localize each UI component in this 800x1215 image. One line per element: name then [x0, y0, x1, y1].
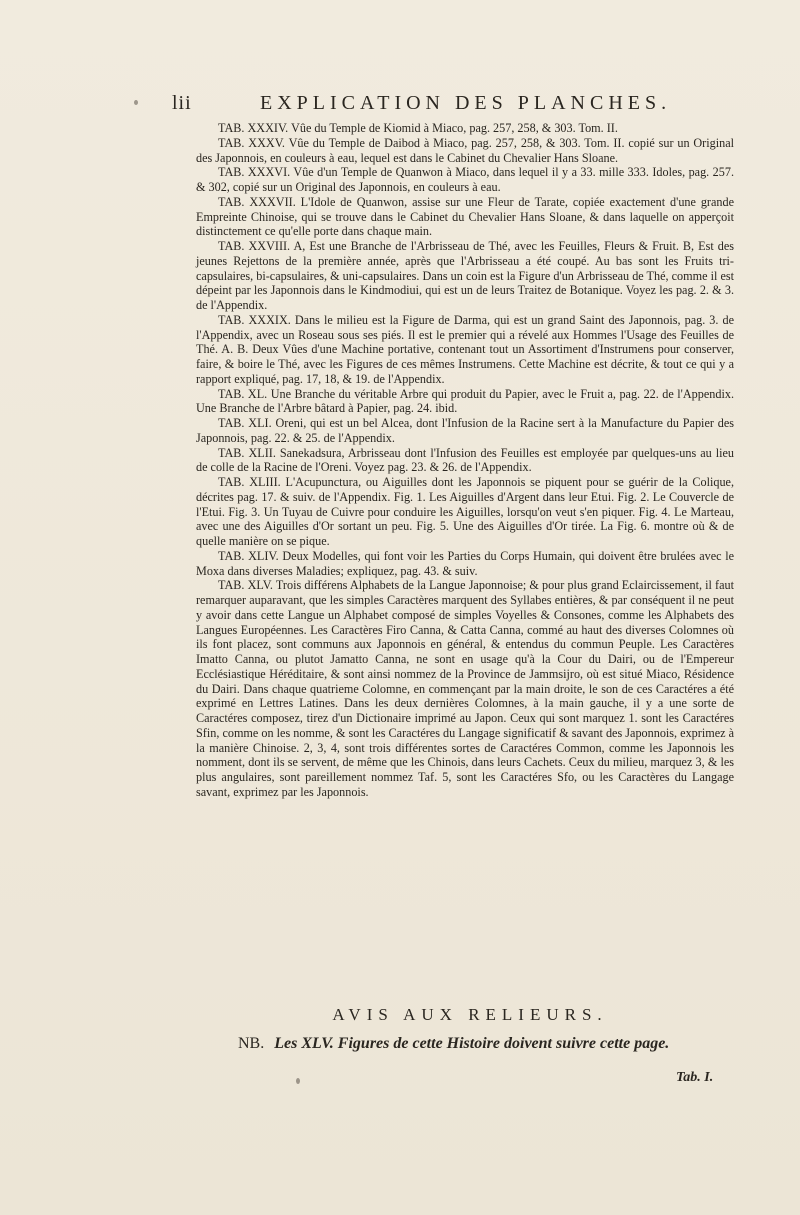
page-number: lii: [172, 92, 192, 114]
ink-spot: [296, 1078, 300, 1084]
catchword: Tab. I.: [676, 1070, 714, 1085]
nb-label: NB.: [238, 1035, 265, 1052]
paragraph-tab-42: TAB. XLII. Sanekadsura, Arbrisseau dont l'Infusion des Feuilles est employée par quelques-uns au lieu de colle de la Racine de l'Oreni. Voyez pag. 23. & 26. de l'Appendix.: [196, 445, 734, 475]
paragraph-tab-41: TAB. XLI. Oreni, qui est un bel Alcea, dont l'Infusion de la Racine sert à la Manufacture du Papier des Japonnois, pag. 22. & 25. de l'Appendix.: [196, 416, 734, 445]
plate-descriptions: [196, 121, 734, 800]
paragraph-tab-35: TAB. XXXV. Vûe du Temple de Daibod à Miaco, pag. 257, 258, & 303. Tom. II. copié sur un Original des Japonnois, en couleurs à eau, lequel est dans le Cabinet du Chevalier Hans Sloane.: [196, 135, 734, 165]
paragraph-tab-40: TAB. XL. Une Branche du véritable Arbre qui produit du Papier, avec le Fruit a, pag. 22. de l'Appendix. Une Branche de l'Arbre bâtard à Papier, pag. 24. ibid.: [196, 386, 734, 416]
paragraph-tab-45: TAB. XLV. Trois différens Alphabets de la Langue Japonnoise; & pour plus grand Eclaircissement, il faut remarquer auparavant, que les simples Caractères marquent des Syllabes entières, & par conséquent il ne peut y avoir dans cette Langue un Alphabet composé de simples Voyelles & Consones, comme les Alphabets des Langues Européennes. Les Caractères Firo Canna, & Catta Canna, commé au haut des diverses Colomnes où ils font placez, sont communs aux Japonnois en général, & entendus du commun Peuple. Les Caractères Imatto Canna, ou plutot Jamatto Canna, ne sont en usage qu'à la Cour du Dairi, ou de l'Empereur Ecclésiastique Héréditaire, & sont ainsi nommez de la Province de Jammsijro, où est situé Miaco, Résidence du Dairi. Dans chaque quatrieme Colomne, en commençant par la main droite, le son de ces Caractéres a été exprimé en Lettres Latines. Dans les deux dernières Colomnes, à la main gauche, il y a une sorte de Caractéres composez, tirez d'un Dictionaire imprimé au Japon. Ceux qui sont marquez 1. sont les Caractéres Sfin, comme on les nomme, & sont les Caractéres du Langage significatif & savant des Japonnois, exprimez à la manière Chinoise. 2, 3, 4, sont trois différentes sortes de Caractéres Common, comme les Japonnois les nomment, dont ils se servent, de même que les Chinois, dans leurs Cachets. Ceux du milieu, marquez 3, & les plus angulaires, sont pareillement nommez Taf. 5, sont les Caractéres Sfo, ou les Caractères du Langage savant, exprimez par les Japonnois.: [196, 578, 734, 799]
paragraph-tab-34: TAB. XXXIV. Vûe du Temple de Kiomid à Miaco, pag. 257, 258, & 303. Tom. II.: [218, 121, 618, 135]
page-title: EXPLICATION DES PLANCHES.: [260, 92, 672, 114]
binder-note: [238, 1035, 738, 1053]
ink-spot: [134, 100, 138, 105]
paragraph-tab-43: TAB. XLIII. L'Acupunctura, ou Aiguilles dont les Japonnois se piquent pour se guérir de la Colique, décrites pag. 17. & suiv. de l'Appendix. Fig. 1. Les Aiguilles d'Argent dans leur Etui. Fig. 2. Le Couvercle de l'Etui. Fig. 3. Un Tuyau de Cuivre pour conduire les Aiguilles, lorsqu'on veut s'en piquer. Fig. 4. Le Marteau, avec une des Aiguilles d'Or sortant un peu. Fig. 5. Une des Aiguilles d'Or tirée. La Fig. 6. montre où & de quelle manière on se pique.: [196, 475, 734, 548]
running-head: [172, 92, 732, 115]
paragraph-tab-36: TAB. XXXVI. Vûe d'un Temple de Quanwon à Miaco, dans lequel il y a 33. mille 333. Idoles, pag. 257. & 302, copié sur un Original des Japonnois, en couleurs à eau.: [196, 165, 734, 194]
paragraph-tab-44: TAB. XLIV. Deux Modelles, qui font voir les Parties du Corps Humain, qui doivent être brulées avec le Moxa dans diverses Maladies; expliquez, pag. 43. & suiv.: [196, 548, 734, 578]
paragraph-tab-38: TAB. XXVIII. A, Est une Branche de l'Arbrisseau de Thé, avec les Feuilles, Fleurs & Fruit. B, Est des jeunes Rejettons de la première année, après que l'Arbrisseau a été coupé. Au bas sont les Fruits tri-capsulaires, bi-capsulaires, & uni-capsulaires. Dans un coin est la Figure d'un Arbrisseau de Thé, comme il est dépeint par les Japonnois dans le Kindmodiui, qui est un de leurs Traitez de Botanique. Voyez les pag. 2. & 3. de l'Appendix.: [196, 239, 734, 312]
paragraph-tab-39: TAB. XXXIX. Dans le milieu est la Figure de Darma, qui est un grand Saint des Japonnois, pag. 3. de l'Appendix, avec un Roseau sous ses piés. Il est le premier qui a révelé aux Hommes l'Usage des Feuilles de Thé. A. B. Deux Vûes d'une Machine portative, contenant tout un Assortiment d'Instrumens pour conserver, faire, & boire le Thé, avec les Figures de ces mêmes Instrumens. Cette Machine est décrite, & tout ce qui y a rapport expliqué, pag. 17, 18, & 19. de l'Appendix.: [196, 312, 734, 386]
nb-text: Les XLV. Figures de cette Histoire doivent suivre cette page.: [274, 1035, 670, 1052]
avis-heading: AVIS AUX RELIEURS.: [332, 1005, 608, 1024]
paragraph-tab-37: TAB. XXXVII. L'Idole de Quanwon, assise sur une Fleur de Tarate, copiée exactement d'une grande Empreinte Chinoise, qui se trouve dans le Cabinet du Chevalier Hans Sloane, & dans laquelle on apperçoit distinctement ce qu'elle porte dans chaque main.: [196, 194, 734, 239]
